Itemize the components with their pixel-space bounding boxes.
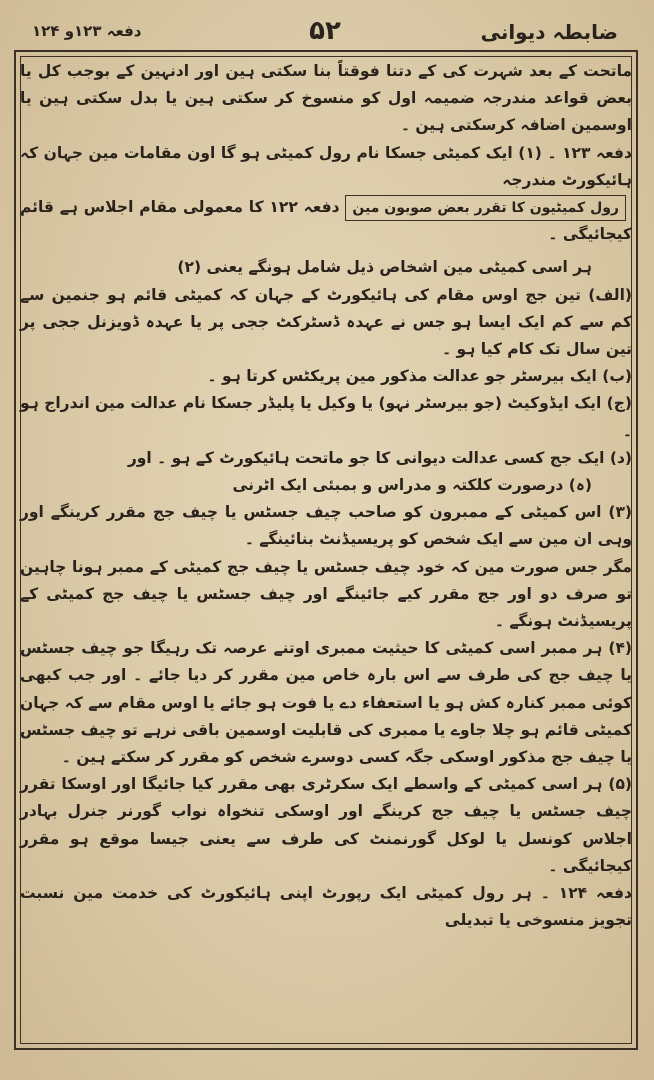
paragraph-sub-3: (۳) اس کمیٹی کے ممبرون کو صاحب چیف جسٹس یا چیف جج مقرر کرینگے اور وہی ان مین سے ایک شخص کو پریسیڈنٹ بنائینگے ۔ [20, 503, 632, 549]
paragraph-sub-2: ہر اسی کمیٹی مین اشخاص ذیل شامل ہونگے یعنی (۲) [177, 258, 592, 277]
paragraph-section-124: دفعہ ۱۲۴ ۔ ہر رول کمیٹی ایک رپورٹ اپنی ہائیکورٹ کی خدمت مین نسبت تجویز منسوخی یا تبدیلی [20, 884, 632, 930]
paragraph-proviso: مگر جس صورت مین کہ خود چیف جسٹس یا چیف جج کمیٹی کے ممبر ہونا چاہین تو صرف دو اور جج مقرر کیے جائینگے اور چیف جسٹس یا چیف جج کمیٹی کے پریسیڈنٹ ہونگے ۔ [20, 557, 632, 631]
paragraph-clause-he: (ہ) درصورت کلکتہ و مدراس و بمبئی ایک اٹرنی [232, 476, 592, 495]
paragraph-intro: ماتحت کے بعد شہرت کی کے دتنا فوقتاً بنا سکتی ہین اور ادنہین کے بوجب کل یا بعض قواعد مندرجہ ضمیمہ اول کو منسوخ کر سکتی ہین یا بدل سکتی ہین یا اوسمین اضافہ کرسکتی ہین ۔ [20, 62, 632, 135]
document-body [20, 58, 632, 935]
paragraph-sub-5: (۵) ہر اسی کمیٹی کے واسطے ایک سکرٹری بھی مقرر کیا جائیگا اور اوسکا تقرر چیف جسٹس یا چیف جج کرینگے اور اوسکی تنخواہ نواب گورنر جنرل بہادر اجلاس کونسل یا لوکل گورنمنٹ کی طرف سے یعنی جیسا موقع ہو مقرر کیجائیگی ۔ [20, 775, 632, 875]
section-reference: دفعہ ۱۲۳و ۱۲۴ [32, 22, 142, 40]
page-number: ۵۲ [309, 16, 341, 46]
paragraph-clause-jim: (ج) ایک ایڈوکیٹ (جو بیرسٹر نہو) یا وکیل یا پلیڈر جسکا نام عدالت مین اندراج ہو ۔ [20, 394, 632, 440]
paragraph-sub-4: (۴) ہر ممبر اسی کمیٹی کا حیثیت ممبری اوتنے عرصہ تک رہیگا جو چیف جسٹس یا چیف جج کی طرف سے اس بارہ خاص مین مقرر کر دیا جائے ۔ اور جب کبھی کوئی ممبر کنارہ کش ہو یا استعفاء دے یا فوت ہو جائے یا اوس مقام سے کہ جہان کمیٹی قائم ہو چلا جاوے یا ممبری کی قابلیت اوسمین باقی نرہے تو چیف جسٹس یا چیف جج مذکور اوسکی جگہ کسی دوسرے شخص کو مقرر کر سکتے ہین ۔ [20, 639, 632, 767]
page-header [26, 14, 624, 50]
running-title: ضابطہ دیوانی [480, 20, 618, 44]
boxed-note-row [20, 194, 632, 248]
paragraph-clause-be: (ب) ایک بیرسٹر جو عدالت مذکور مین پریکٹس کرتا ہو ۔ [207, 367, 632, 386]
paragraph-clause-dal: (د) ایک جج کسی عدالت دیوانی کا جو ماتحت ہائیکورٹ کے ہو ۔ اور [127, 448, 632, 467]
marginal-note-right: رول کمیٹیون کا تقرر بعض صوبون مین [345, 195, 626, 221]
paragraph-section-123: دفعہ ۱۲۳ ۔ (۱) ایک کمیٹی جسکا نام رول کمیٹی ہو گا اون مقامات مین جہان کہ ہائیکورٹ مندرجہ [20, 143, 632, 189]
paragraph-clause-alif: (الف) تین جج اوس مقام کی ہائیکورٹ کے جہان کہ کمیٹی قائم ہو جنمین سے کم سے کم ایک ایسا ہو جس نے عہدہ ڈسٹرکٹ ججی پر یا عہدہ ڈویزنل ججی پر تین سال تک کام کیا ہو ۔ [20, 285, 632, 359]
boxed-note-text: دفعہ ۱۲۲ کا معمولی مقام اجلاس ہے قائم کیجائیگی ۔ [20, 198, 632, 244]
